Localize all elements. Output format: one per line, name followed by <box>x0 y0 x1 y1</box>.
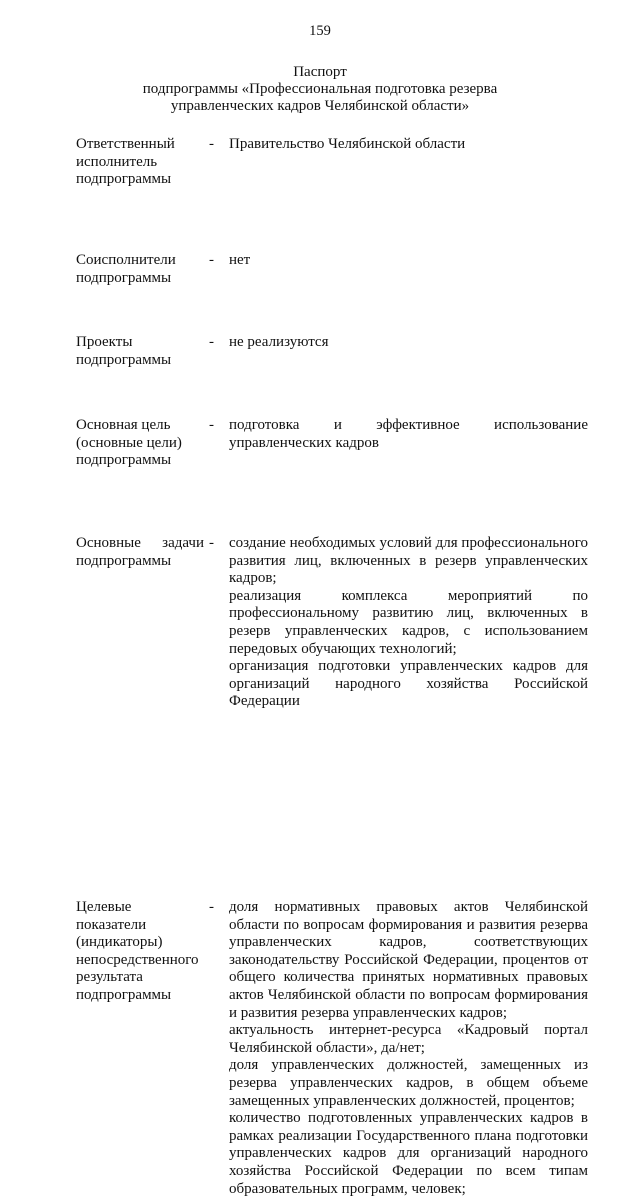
row-label-word: Основные <box>76 535 141 551</box>
row-content-line: организаций народного хозяйства Российской <box>229 675 588 692</box>
row-label-line: подпрограммы <box>76 452 172 469</box>
row-main-tasks <box>0 535 640 713</box>
row-content-line: и развития резерва управленческих кадров; <box>229 1004 508 1021</box>
row-label <box>76 899 204 1005</box>
row-label-line: Основная цель <box>76 417 171 433</box>
row-responsible-executor <box>0 136 640 190</box>
row-content <box>229 334 588 352</box>
row-dash: - <box>209 417 214 433</box>
row-content-line: образовательных программ, человек; <box>229 1180 466 1197</box>
row-label <box>76 417 204 470</box>
row-label <box>76 334 204 369</box>
row-content-line: развития лиц, включенных в резерв управленческих <box>229 552 588 569</box>
row-co-executors <box>0 252 640 288</box>
row-label-line: (индикаторы) <box>76 934 163 951</box>
row-dash: - <box>209 334 214 350</box>
row-label <box>76 136 204 189</box>
passport-title <box>0 64 640 115</box>
row-dash: - <box>209 136 214 152</box>
row-content-line: организация подготовки управленческих кадров для <box>229 658 588 675</box>
title-heading: Паспорт <box>293 64 347 80</box>
row-content-line: нет <box>229 252 251 268</box>
row-content <box>229 899 588 1198</box>
row-content-line: доля нормативных правовых актов Челябинской <box>229 899 588 915</box>
row-content-line: резерва управленческих кадров, в общем объеме <box>229 1074 588 1091</box>
title-subtitle-line-1: подпрограммы «Профессиональная подготовка резерва <box>142 81 498 97</box>
row-label-line: показатели <box>76 916 147 933</box>
row-label-line: подпрограммы <box>76 171 172 188</box>
row-label-line: непосредственного <box>76 951 199 968</box>
row-label-line: подпрограммы <box>76 269 172 286</box>
row-content-line: Федерации <box>229 693 300 710</box>
row-content-line: передовых обучающих технологий; <box>229 640 457 657</box>
row-content-line: актуальность интернет-ресурса «Кадровый портал <box>229 1022 588 1039</box>
row-content-line: профессиональному развитию лиц, включенных в <box>229 605 588 622</box>
row-label-line: Соисполнители <box>76 252 176 268</box>
row-label <box>76 535 204 570</box>
row-dash: - <box>209 252 214 268</box>
page-number: 159 <box>309 23 331 39</box>
row-content-line: управленческих кадров, соответствующих <box>229 934 588 951</box>
row-main-goal <box>0 417 640 471</box>
row-content-line: рамках реализации Государственного плана подготовки <box>229 1127 588 1144</box>
row-content-line: хозяйства Российской Федерации по всем типам <box>229 1162 588 1179</box>
row-label-line <box>76 535 204 553</box>
row-projects <box>0 334 640 370</box>
row-content-line: реализация комплекса мероприятий по <box>229 587 588 604</box>
row-content-line: управленческих кадров <box>229 434 379 451</box>
row-label-line: подпрограммы <box>76 351 172 368</box>
row-content-line: резерв управленческих кадров, с использованием <box>229 622 588 639</box>
row-content <box>229 136 588 154</box>
row-target-indicators <box>0 899 640 1199</box>
row-label-line: (основные цели) <box>76 434 182 451</box>
row-label-line: подпрограммы <box>76 552 172 569</box>
row-content-line: подготовка и эффективное использование <box>229 417 588 433</box>
row-content <box>229 535 588 711</box>
row-content <box>229 252 588 270</box>
row-content-line: Челябинской области», да/нет; <box>229 1039 425 1056</box>
passport-table <box>0 136 640 1197</box>
row-dash: - <box>209 535 214 551</box>
title-subtitle-line-2: управленческих кадров Челябинской области» <box>170 98 470 114</box>
row-content-line: создание необходимых условий для профессионального <box>229 535 588 551</box>
row-content-line: управленческих кадров для организаций народного <box>229 1145 588 1162</box>
row-label-line: Проекты <box>76 334 133 350</box>
row-label-line: Ответственный <box>76 136 175 152</box>
row-content-line: законодательству Российской Федерации, процентов от <box>229 951 588 968</box>
row-content-line: кадров; <box>229 570 277 587</box>
row-label-line: исполнитель <box>76 153 158 170</box>
row-content-line: не реализуются <box>229 334 329 350</box>
row-label-line: подпрограммы <box>76 986 172 1003</box>
row-label-line: Целевые <box>76 899 132 915</box>
row-content-line: замещенных управленческих должностей, процентов; <box>229 1092 575 1109</box>
row-label <box>76 252 204 287</box>
row-label-line: результата <box>76 969 143 986</box>
row-content-line: области по вопросам формирования и развития резерва <box>229 916 588 933</box>
row-content-line: Правительство Челябинской области <box>229 136 466 152</box>
row-content-line: доля управленческих должностей, замещенных из <box>229 1057 588 1074</box>
row-dash: - <box>209 899 214 915</box>
row-label-word: задачи <box>162 535 204 551</box>
row-content-line: количество подготовленных управленческих кадров в <box>229 1110 588 1127</box>
row-content-line: актов Челябинской области по вопросам формирования <box>229 986 588 1003</box>
row-content <box>229 417 588 452</box>
row-content-line: общего количества принятых нормативных правовых <box>229 969 588 986</box>
